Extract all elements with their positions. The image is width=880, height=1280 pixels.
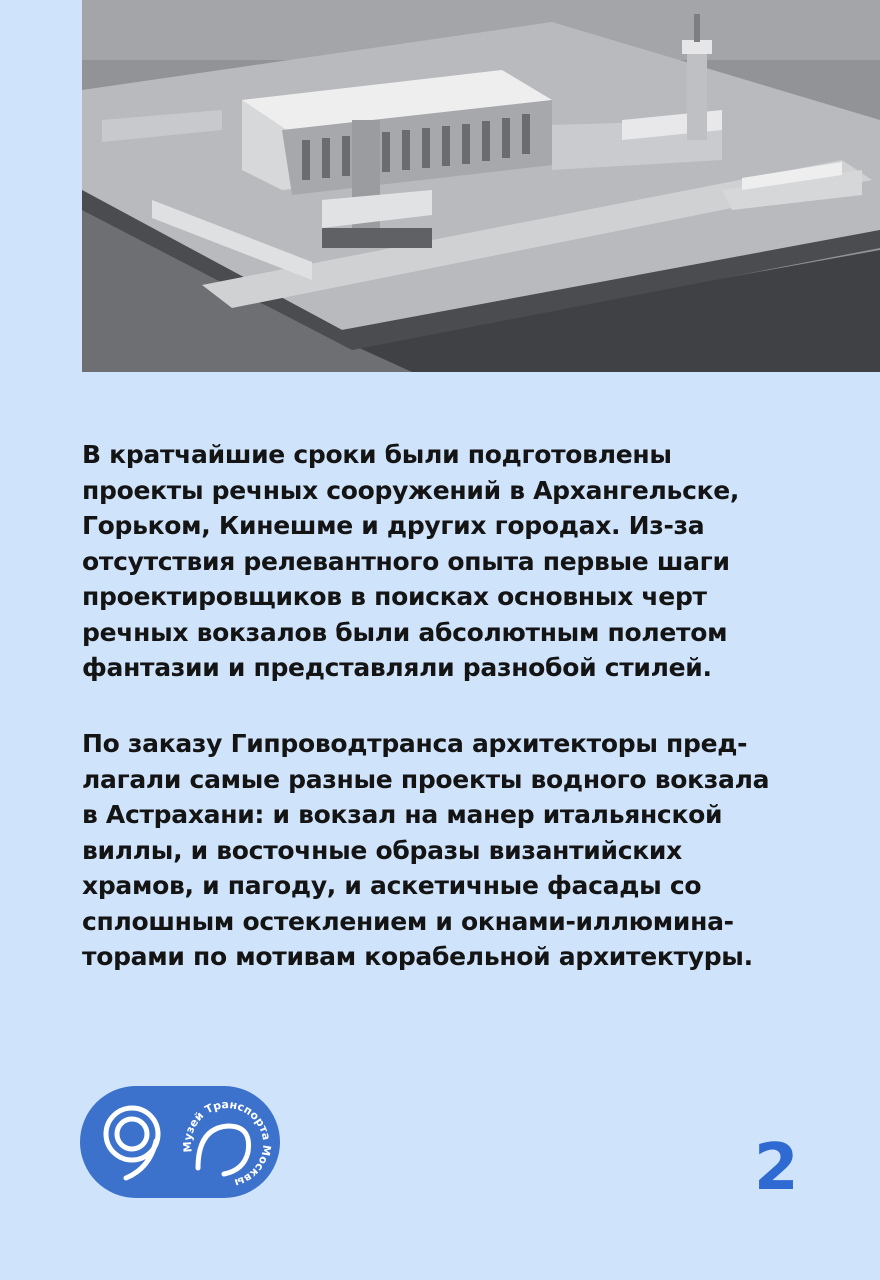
paragraph-line: в Астрахани: и вокзал на манер итальянской	[82, 800, 723, 829]
paragraph-line: виллы, и восточные образы византийских	[82, 835, 682, 865]
paragraph-line: проекты речных сооружений в Архангельске,	[82, 475, 740, 505]
paragraph-line: По заказу Гипроводтранса архитекторы пред-	[82, 729, 748, 758]
paragraph-line: сплошным остеклением и окнами-иллюмина-	[82, 906, 734, 936]
page-number: 2	[754, 1131, 799, 1205]
model-photo-drawing	[82, 0, 880, 372]
paragraph-line: фантазии и представляли разнобой стилей.	[82, 653, 712, 682]
paragraph-2	[82, 726, 782, 975]
museum-logo-icon	[80, 1086, 280, 1198]
paragraph-line: лагали самые разные проекты водного вокзала	[82, 764, 770, 794]
paragraph-line: торами по мотивам корабельной архитектуры.	[82, 942, 753, 971]
paragraph-line: храмов, и пагоду, и аскетичные фасады со	[82, 871, 702, 900]
paragraph-line: Горьком, Кинешме и других городах. Из-за	[82, 511, 705, 540]
paragraph-line: В кратчайшие сроки были подготовлены	[82, 440, 672, 469]
paragraph-1	[82, 437, 782, 686]
logo-text: Музей Транспорта Москвы	[180, 1097, 274, 1190]
paragraph-line: проектировщиков в поисках основных черт	[82, 582, 707, 611]
paragraph-line: речных вокзалов были абсолютным полетом	[82, 617, 728, 647]
archival-photo	[82, 0, 880, 372]
museum-logo	[80, 1086, 280, 1198]
paragraph-line: отсутствия релевантного опыта первые шаги	[82, 546, 730, 576]
